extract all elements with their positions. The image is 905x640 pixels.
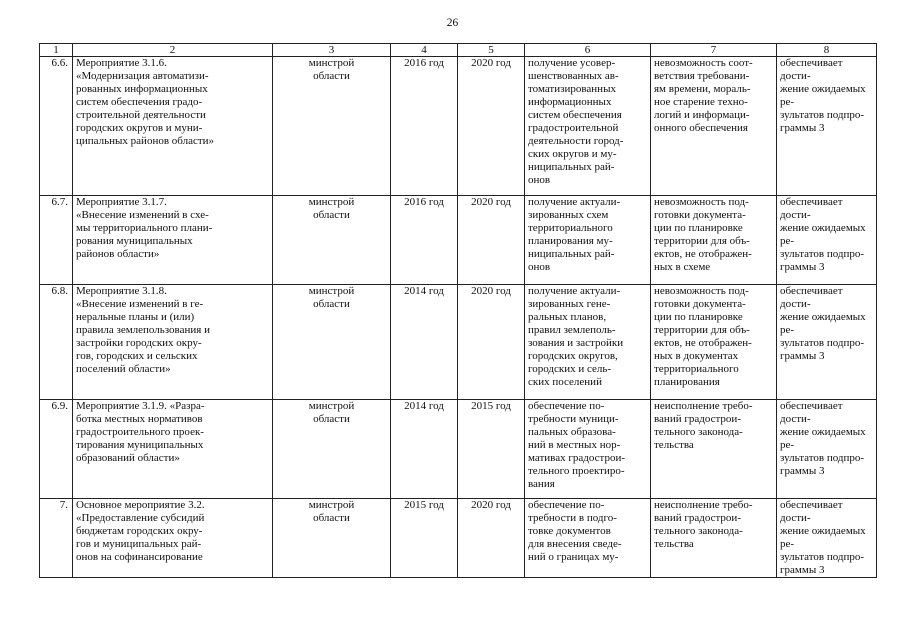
consequence: невозможность соот- ветствия требовани- ям времени, мораль- ное старение техно- логий и информаци- онного обеспечения: [651, 57, 777, 196]
executor: минстрой области: [273, 196, 391, 285]
end-year: 2020 год: [458, 285, 525, 400]
consequence: невозможность под- готовки документа- ции по планировке территории для объ- ектов, не отображен- ных в схеме: [651, 196, 777, 285]
start-year: 2016 год: [391, 57, 458, 196]
consequence: невозможность под- готовки документа- ции по планировке территории для объ- ектов, не отображен- ных в документах территориального планирования: [651, 285, 777, 400]
start-year: 2015 год: [391, 499, 458, 578]
activity-name: Мероприятие 3.1.6. «Модернизация автоматизи- рованных информационных систем обеспечения градо- строительной деятельности городских округов и муни- ципальных районов области»: [73, 57, 273, 196]
header-col-8: 8: [777, 44, 877, 57]
row-number: 6.7.: [40, 196, 73, 285]
header-col-1: 1: [40, 44, 73, 57]
header-col-4: 4: [391, 44, 458, 57]
header-col-2: 2: [73, 44, 273, 57]
row-number: 6.8.: [40, 285, 73, 400]
table-row: [40, 285, 877, 400]
row-number: 6.9.: [40, 400, 73, 499]
relation: обеспечивает дости- жение ожидаемых ре- зультатов подпро- граммы 3: [777, 57, 877, 196]
expected-result: обеспечение по- требности муници- пальных образова- ний в местных нор- мативах градострои- тельного проектиро- вания: [525, 400, 651, 499]
expected-result: получение усовер- шенствованных ав- томатизированных информационных систем обеспечения градостроительной деятельности город- ских округов и му- ниципальных рай- онов: [525, 57, 651, 196]
header-col-7: 7: [651, 44, 777, 57]
activities-table: [39, 43, 877, 578]
consequence: неисполнение требо- ваний градострои- тельного законода- тельства: [651, 499, 777, 578]
start-year: 2014 год: [391, 400, 458, 499]
page-number: 26: [446, 17, 459, 29]
expected-result: обеспечение по- требности в подго- товке документов для внесения сведе- ний о границах му-: [525, 499, 651, 578]
header-col-6: 6: [525, 44, 651, 57]
start-year: 2016 год: [391, 196, 458, 285]
end-year: 2020 год: [458, 57, 525, 196]
row-number: 6.6.: [40, 57, 73, 196]
header-col-5: 5: [458, 44, 525, 57]
activity-name: Основное мероприятие 3.2. «Предоставление субсидий бюджетам городских окру- гов и муниципальных рай- онов на софинансирование: [73, 499, 273, 578]
table-row: [40, 57, 877, 196]
executor: минстрой области: [273, 400, 391, 499]
executor: минстрой области: [273, 57, 391, 196]
consequence: неисполнение требо- ваний градострои- тельного законода- тельства: [651, 400, 777, 499]
end-year: 2015 год: [458, 400, 525, 499]
header-row: [40, 44, 877, 57]
end-year: 2020 год: [458, 196, 525, 285]
executor: минстрой области: [273, 499, 391, 578]
table-row: [40, 499, 877, 578]
activity-name: Мероприятие 3.1.9. «Разра- ботка местных нормативов градостроительного проек- тирования муниципальных образований области»: [73, 400, 273, 499]
executor: минстрой области: [273, 285, 391, 400]
relation: обеспечивает дости- жение ожидаемых ре- зультатов подпро- граммы 3: [777, 400, 877, 499]
activity-name: Мероприятие 3.1.7. «Внесение изменений в схе- мы территориального плани- рования муниципальных районов области»: [73, 196, 273, 285]
expected-result: получение актуали- зированных гене- ральных планов, правил землеполь- зования и застройки городских округов, городских и сель- ских поселений: [525, 285, 651, 400]
header-col-3: 3: [273, 44, 391, 57]
table-row: [40, 196, 877, 285]
expected-result: получение актуали- зированных схем территориального планирования му- ниципальных рай- онов: [525, 196, 651, 285]
table-row: [40, 400, 877, 499]
end-year: 2020 год: [458, 499, 525, 578]
activity-name: Мероприятие 3.1.8. «Внесение изменений в ге- неральные планы и (или) правила землепользования и застройки городских окру- гов, городских и сельских поселений области»: [73, 285, 273, 400]
start-year: 2014 год: [391, 285, 458, 400]
row-number: 7.: [40, 499, 73, 578]
relation: обеспечивает дости- жение ожидаемых ре- зультатов подпро- граммы 3: [777, 285, 877, 400]
relation: обеспечивает дости- жение ожидаемых ре- зультатов подпро- граммы 3: [777, 499, 877, 578]
relation: обеспечивает дости- жение ожидаемых ре- зультатов подпро- граммы 3: [777, 196, 877, 285]
